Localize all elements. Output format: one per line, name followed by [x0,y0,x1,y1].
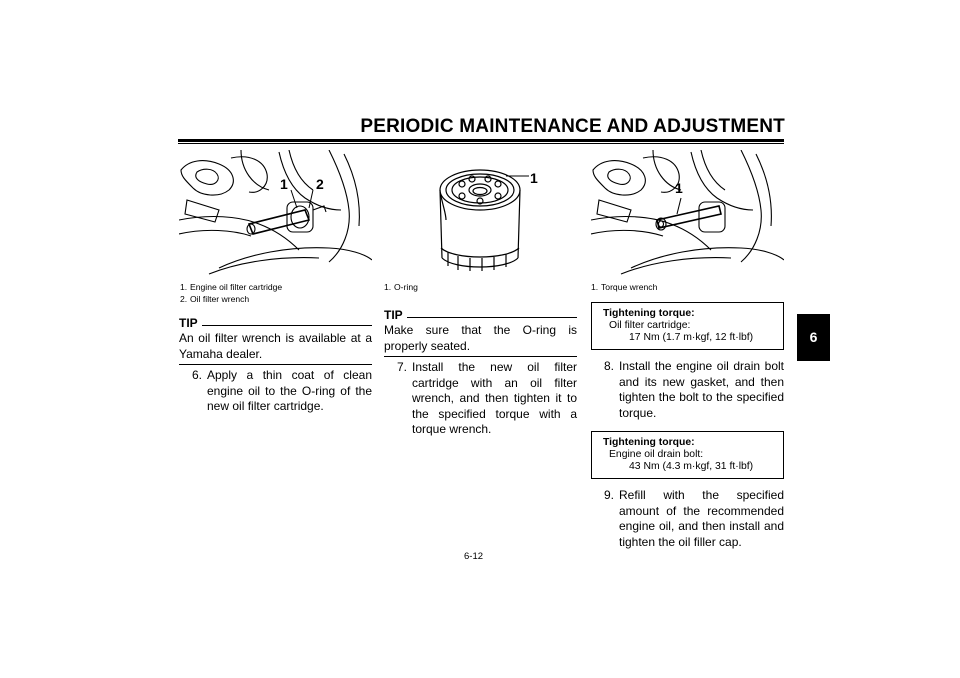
spec-value: 17 Nm (1.7 m·kgf, 12 ft·lbf) [629,332,754,343]
step-8 [591,359,784,421]
tip-label: TIP [384,308,403,322]
left-column [179,316,372,415]
caption-text: O-ring [394,282,418,292]
spec-value: 43 Nm (4.3 m·kgf, 31 ft·lbf) [629,461,754,472]
tip-heading [384,308,577,322]
header-rule-thin [178,143,784,144]
spec-item: Engine oil drain bolt: [609,449,704,460]
callout-1: 1 [675,180,683,196]
caption-number: 2. [180,294,188,304]
caption-number: 1. [591,282,599,292]
page-number: 6-12 [464,551,484,562]
step-number: 8. [603,359,614,373]
tip-rule [202,325,372,326]
torque-spec-oil-filter [591,302,784,350]
caption-item [180,281,372,293]
spec-item: Oil filter cartridge: [609,320,691,331]
chapter-tab: 6 [797,314,830,361]
caption-text: Engine oil filter cartridge [190,282,283,292]
caption-number: 1. [384,282,392,292]
callout-1: 1 [280,176,288,192]
tip-text: Make sure that the O-ring is properly seated. [384,323,577,357]
page-title: PERIODIC MAINTENANCE AND ADJUSTMENT [360,116,785,137]
step-text: Install the engine oil drain bolt and its new gasket, and then tighten the bolt to the specified torque. [619,359,784,420]
figure-caption [384,281,576,293]
callout-1: 1 [530,170,538,186]
spec-heading: Tightening torque: [603,437,695,448]
right-column [591,302,784,550]
step-text: Apply a thin coat of clean engine oil to the O-ring of the new oil filter cartridge. [207,368,372,413]
engine-illustration [591,150,784,275]
step-7 [384,360,577,438]
caption-item [384,281,576,293]
figure-torque-wrench [591,150,784,275]
step-text: Install the new oil filter cartridge with an oil filter wrench, and then tighten it to the specified torque with a torque wrench. [412,360,577,436]
caption-number: 1. [180,282,188,292]
figure-oil-filter-wrench [179,150,372,275]
step-6 [179,368,372,415]
callout-2: 2 [316,176,324,192]
figure-o-ring [384,150,577,280]
tip-rule [407,317,577,318]
figure-caption [591,281,783,293]
tip-heading [179,316,372,330]
header-rule [178,139,784,142]
engine-illustration [179,150,372,275]
step-text: Refill with the specified amount of the recommended engine oil, and then install and tighten the oil filler cap. [619,488,784,549]
caption-text: Torque wrench [601,282,658,292]
tip-text: An oil filter wrench is available at a Yamaha dealer. [179,331,372,365]
tip-label: TIP [179,316,198,330]
figure-caption [180,281,372,305]
caption-item [591,281,783,293]
step-9 [591,488,784,550]
middle-column [384,308,577,438]
step-number: 9. [603,488,614,502]
oil-filter-illustration [384,150,577,280]
step-number: 6. [191,368,202,382]
caption-text: Oil filter wrench [190,294,250,304]
caption-item [180,293,372,305]
torque-spec-drain-bolt [591,431,784,479]
spec-heading: Tightening torque: [603,308,695,319]
step-number: 7. [396,360,407,374]
